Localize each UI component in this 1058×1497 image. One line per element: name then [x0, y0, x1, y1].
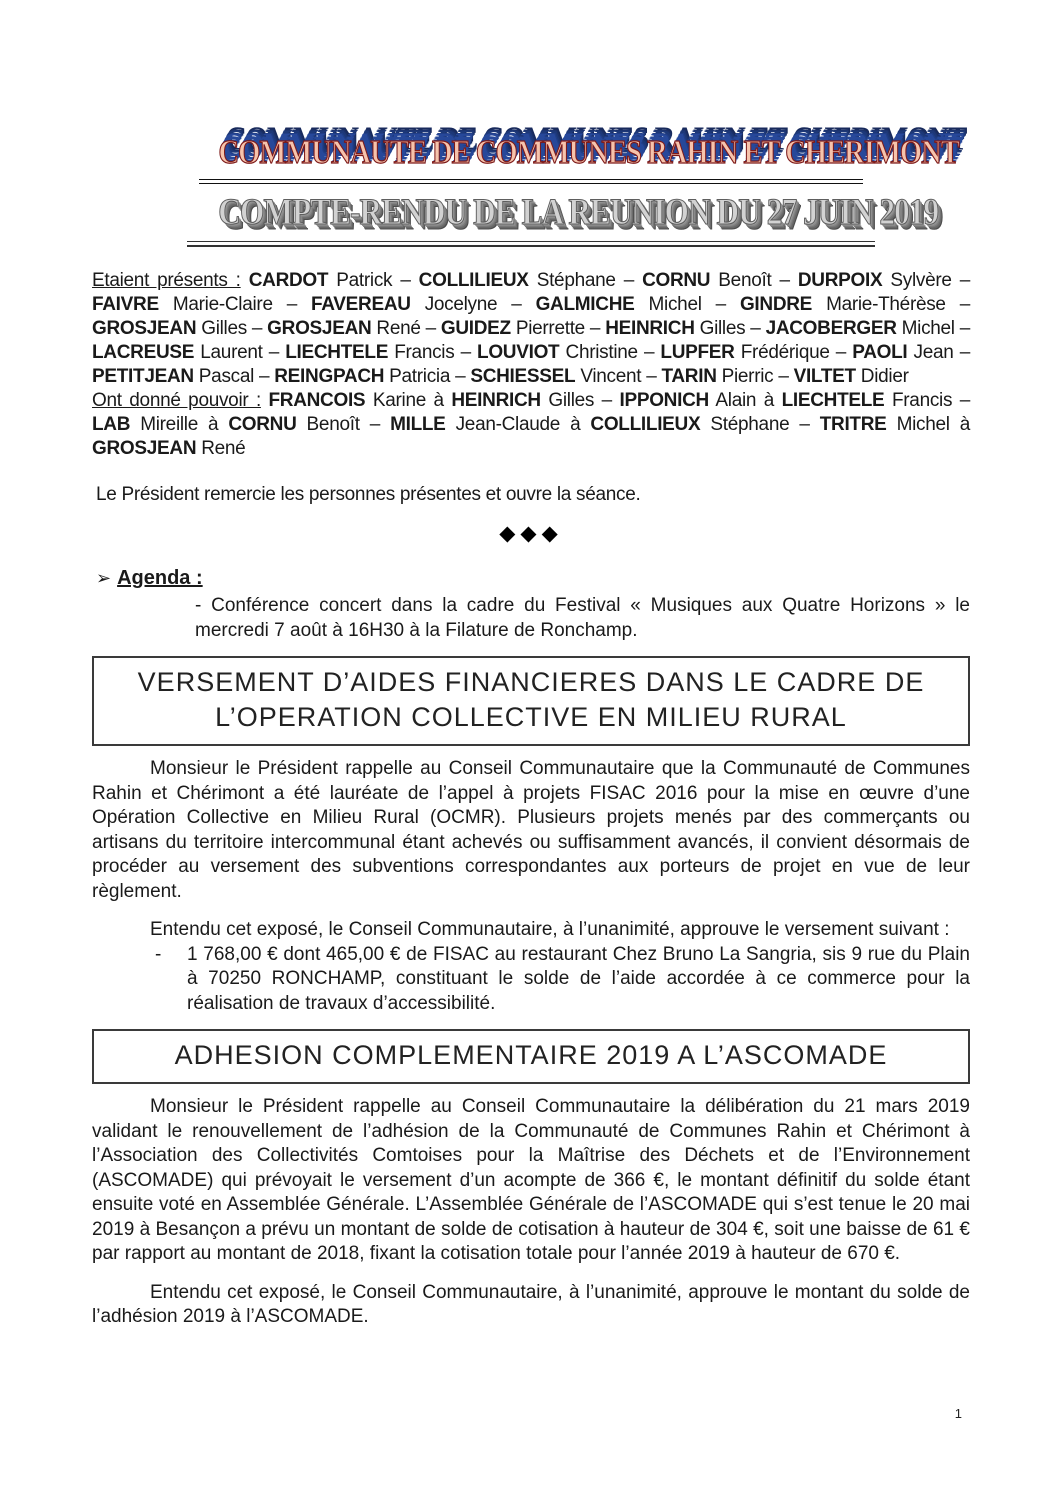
section-1-bullet-item [155, 943, 970, 1017]
document-content [0, 133, 1058, 1330]
present-names: CARDOT Patrick – COLLILIEUX Stéphane – CORNU Benoît – DURPOIX Sylvère – FAIVRE Marie-Claire – FAVEREAU Jocelyne – GALMICHE Michel – GINDRE Marie-Thérèse – GROSJEAN Gilles – GROSJEAN René – GUIDEZ Pierrette – HEINRICH Gilles – JACOBERGER Michel – LACREUSE Laurent – LIECHTELE Francis – LOUVIOT Christine – LUPFER Frédérique – PAOLI Jean – PETITJEAN Pascal – REINGPACH Patricia – SCHIESSEL Vincent – TARIN Pierric – VILTET Didier [92, 270, 970, 387]
diamond-separator: ◆◆◆ [499, 522, 563, 545]
section-2-paragraph: Monsieur le Président rappelle au Conseil Communautaire la délibération du 21 mars 2019 validant le renouvellement de l’adhésion de la Communauté de Communes Rahin et Chérimont à l’Association des Collectivités Comtoises pour la Maîtrise des Déchets et de l’Environnement (ASCOMADE) qui prévoyait le versement d’un acompte de 366 €, le montant définitif du solde étant ensuite voté en Assemblée Générale. L’Assemblée Générale de l’ASCOMADE qui s’est tenue le 20 mai 2019 à Besançon a prévu un montant de solde de cotisation à hauteur de 304 €, soit une baisse de 61 € par rapport au montant de 2018, fixant la cotisation totale pour l’année 2019 à hauteur de 670 €. [92, 1096, 970, 1264]
agenda-item: - Conférence concert dans la cadre du Festival « Musiques aux Quatre Horizons » le mercredi 7 août à 16H30 à la Filature de Ronchamp. [195, 595, 970, 641]
pouvoir-label: Ont donné pouvoir : [92, 390, 261, 411]
section-1-paragraph: Entendu cet exposé, le Conseil Communautaire, à l’unanimité, approuve le versement suivant : [150, 919, 950, 940]
arrow-bullet-icon: ➢ [96, 568, 112, 588]
pouvoir-names: FRANCOIS Karine à HEINRICH Gilles – IPPONICH Alain à LIECHTELE Francis – LAB Mireille à CORNU Benoît – MILLE Jean-Claude à COLLILIEUX Stéphane – TRITRE Michel à GROSJEAN René [92, 390, 970, 459]
section-2-title-box [92, 1029, 970, 1084]
section-1-paragraph: Monsieur le Président rappelle au Conseil Communautaire que la Communauté de Communes Rahin et Chérimont a été lauréate de l’appel à projets FISAC 2016 pour la mise en œuvre d’une Opération Collective en Milieu Rural (OCMR). Plusieurs projets menés par des commerçants ou artisans du territoire intercommunal étant achevés ou suffisamment avancés, il convient désormais de procéder au versement des subventions correspondantes aux porteurs de projet en vue de leur règlement. [92, 758, 970, 902]
section-2-paragraph: Entendu cet exposé, le Conseil Communautaire, à l’unanimité, approuve le montant du solde de l’adhésion 2019 à l’ASCOMADE. [92, 1281, 970, 1327]
doc-title-underline [187, 241, 875, 247]
agenda-label: Agenda : [117, 567, 203, 589]
org-title-banner [199, 133, 959, 184]
present-label: Etaient présents : [92, 270, 241, 291]
section-1-title-line-2: L’OPERATION COLLECTIVE EN MILIEU RURAL [215, 702, 847, 732]
agenda-heading [96, 566, 970, 591]
bullet-dash: - [155, 943, 162, 965]
section-1-title-line-1: VERSEMENT D’AIDES FINANCIERES DANS LE CADRE DE [137, 667, 925, 697]
present-paragraph [92, 269, 970, 389]
bullet-text: 1 768,00 € dont 465,00 € de FISAC au restaurant Chez Bruno La Sangria, sis 9 rue du Plain à 70250 RONCHAMP, constituant le solde de l’aide accordée à ce commerce pour la réalisation de travaux d’accessibilité. [187, 943, 970, 1014]
org-title: COMMUNAUTE DE COMMUNES RAHIN ET CHERIMONT [218, 133, 959, 171]
doc-title-banner [187, 192, 939, 247]
pouvoir-paragraph [92, 389, 970, 461]
org-title-underline [199, 179, 863, 184]
section-2-title-line-1: ADHESION COMPLEMENTAIRE 2019 A L’ASCOMADE [174, 1040, 888, 1070]
doc-title: COMPTE-RENDU DE LA REUNION DU 27 JUIN 2019 [218, 192, 939, 233]
page-number: 1 [954, 1406, 962, 1421]
opening-sentence: Le Président remercie les personnes présentes et ouvre la séance. [96, 484, 641, 505]
section-1-title-box [92, 656, 970, 746]
